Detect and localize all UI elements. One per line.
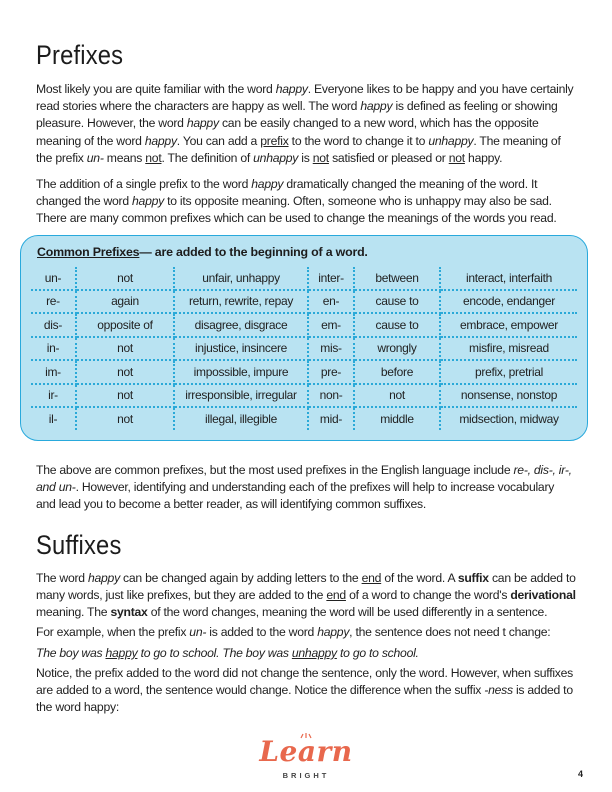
page-number: 4: [578, 769, 584, 779]
cell-prefix: en-: [308, 290, 354, 314]
cell-meaning: not: [76, 267, 174, 290]
paragraph-intro: Most likely you are quite familiar with the word happy. Everyone likes to be happy and you have certainly read stories where the characters are happy as well. The word happy is defined as feeling or showing pleasure. However, the word happy can be easily changed to a new word, which has the opposite meaning of the word happy. You can add a prefix to the word to change it to unhappy. The meaning of the prefix un- means not. The definition of unhappy is not satisfied or pleased or not happy.: [36, 82, 574, 165]
table-row: [31, 267, 577, 290]
cell-examples: illegal, illegible: [174, 407, 308, 430]
learn-bright-logo: [256, 733, 356, 785]
cell-examples: encode, endanger: [440, 290, 577, 314]
cell-meaning: cause to: [354, 313, 440, 337]
paragraph-suffix-intro: The word happy can be changed again by adding letters to the end of the word. A suffix can be added to many words, just like prefixes, but they are added to the end of a word to change the word's derivational meaning. The syntax of the word changes, meaning the word will be used differently in a sentence.: [36, 571, 576, 620]
logo-text: Learn: [259, 735, 353, 768]
cell-examples: embrace, empower: [440, 313, 577, 337]
prefix-table: [31, 267, 577, 430]
cell-examples: prefix, pretrial: [440, 360, 577, 384]
cell-meaning: opposite of: [76, 313, 174, 337]
cell-prefix: un-: [31, 267, 76, 290]
cell-meaning: again: [76, 290, 174, 314]
heading-prefixes: Prefixes: [36, 40, 124, 70]
table-title: Common Prefixes— are added to the beginning of a word.: [37, 245, 368, 259]
cell-prefix: inter-: [308, 267, 354, 290]
cell-examples: nonsense, nonstop: [440, 384, 577, 408]
cell-examples: interact, interfaith: [440, 267, 577, 290]
cell-prefix: em-: [308, 313, 354, 337]
cell-examples: return, rewrite, repay: [174, 290, 308, 314]
table-row: [31, 384, 577, 408]
cell-examples: misfire, misread: [440, 337, 577, 361]
cell-meaning: not: [76, 360, 174, 384]
cell-prefix: mis-: [308, 337, 354, 361]
paragraph-common-prefixes: The above are common prefixes, but the most used prefixes in the English language include re-, dis-, ir-, and un-. However, identifying and understanding each of the prefixes will help to increase vocabulary and lead you to become a better reader, as will identifying common suffixes.: [36, 463, 572, 512]
cell-meaning: before: [354, 360, 440, 384]
cell-meaning: not: [354, 384, 440, 408]
table-row: [31, 407, 577, 430]
paragraph-addition: The addition of a single prefix to the word happy dramatically changed the meaning of the word. It changed the word happy to its opposite meaning. Often, someone who is unhappy may also be sad. There are many common prefixes which can be used to change the meanings of the words you read.: [36, 177, 557, 226]
cell-prefix: dis-: [31, 313, 76, 337]
heading-suffixes: Suffixes: [36, 530, 122, 560]
example-sentences: The boy was happy to go to school. The boy was unhappy to go to school.: [36, 646, 419, 660]
cell-prefix: re-: [31, 290, 76, 314]
table-row: [31, 360, 577, 384]
cell-examples: impossible, impure: [174, 360, 308, 384]
table-row: [31, 313, 577, 337]
cell-prefix: ir-: [31, 384, 76, 408]
table-row: [31, 290, 577, 314]
cell-examples: irresponsible, irregular: [174, 384, 308, 408]
cell-meaning: not: [76, 337, 174, 361]
cell-meaning: middle: [354, 407, 440, 430]
cell-meaning: not: [76, 384, 174, 408]
cell-prefix: non-: [308, 384, 354, 408]
cell-prefix: il-: [31, 407, 76, 430]
cell-prefix: im-: [31, 360, 76, 384]
cell-examples: disagree, disgrace: [174, 313, 308, 337]
cell-meaning: cause to: [354, 290, 440, 314]
common-prefixes-box: [20, 235, 588, 441]
logo-subtext: BRIGHT: [282, 771, 330, 780]
cell-examples: injustice, insincere: [174, 337, 308, 361]
cell-meaning: wrongly: [354, 337, 440, 361]
cell-examples: midsection, midway: [459, 411, 559, 426]
cell-meaning: not: [76, 407, 174, 430]
cell-prefix: pre-: [308, 360, 354, 384]
cell-examples: unfair, unhappy: [174, 267, 308, 290]
paragraph-notice: Notice, the prefix added to the word did not change the sentence, only the word. However, when suffixes are added to a word, the sentence would change. Notice the difference when the suffix -ness is added to the word happy:: [36, 666, 574, 715]
cell-meaning: between: [354, 267, 440, 290]
cell-prefix: in-: [31, 337, 76, 361]
paragraph-example: For example, when the prefix un- is added to the word happy, the sentence does not need t change:: [36, 625, 551, 639]
cell-prefix: mid-: [308, 407, 354, 430]
table-row: [31, 337, 577, 361]
